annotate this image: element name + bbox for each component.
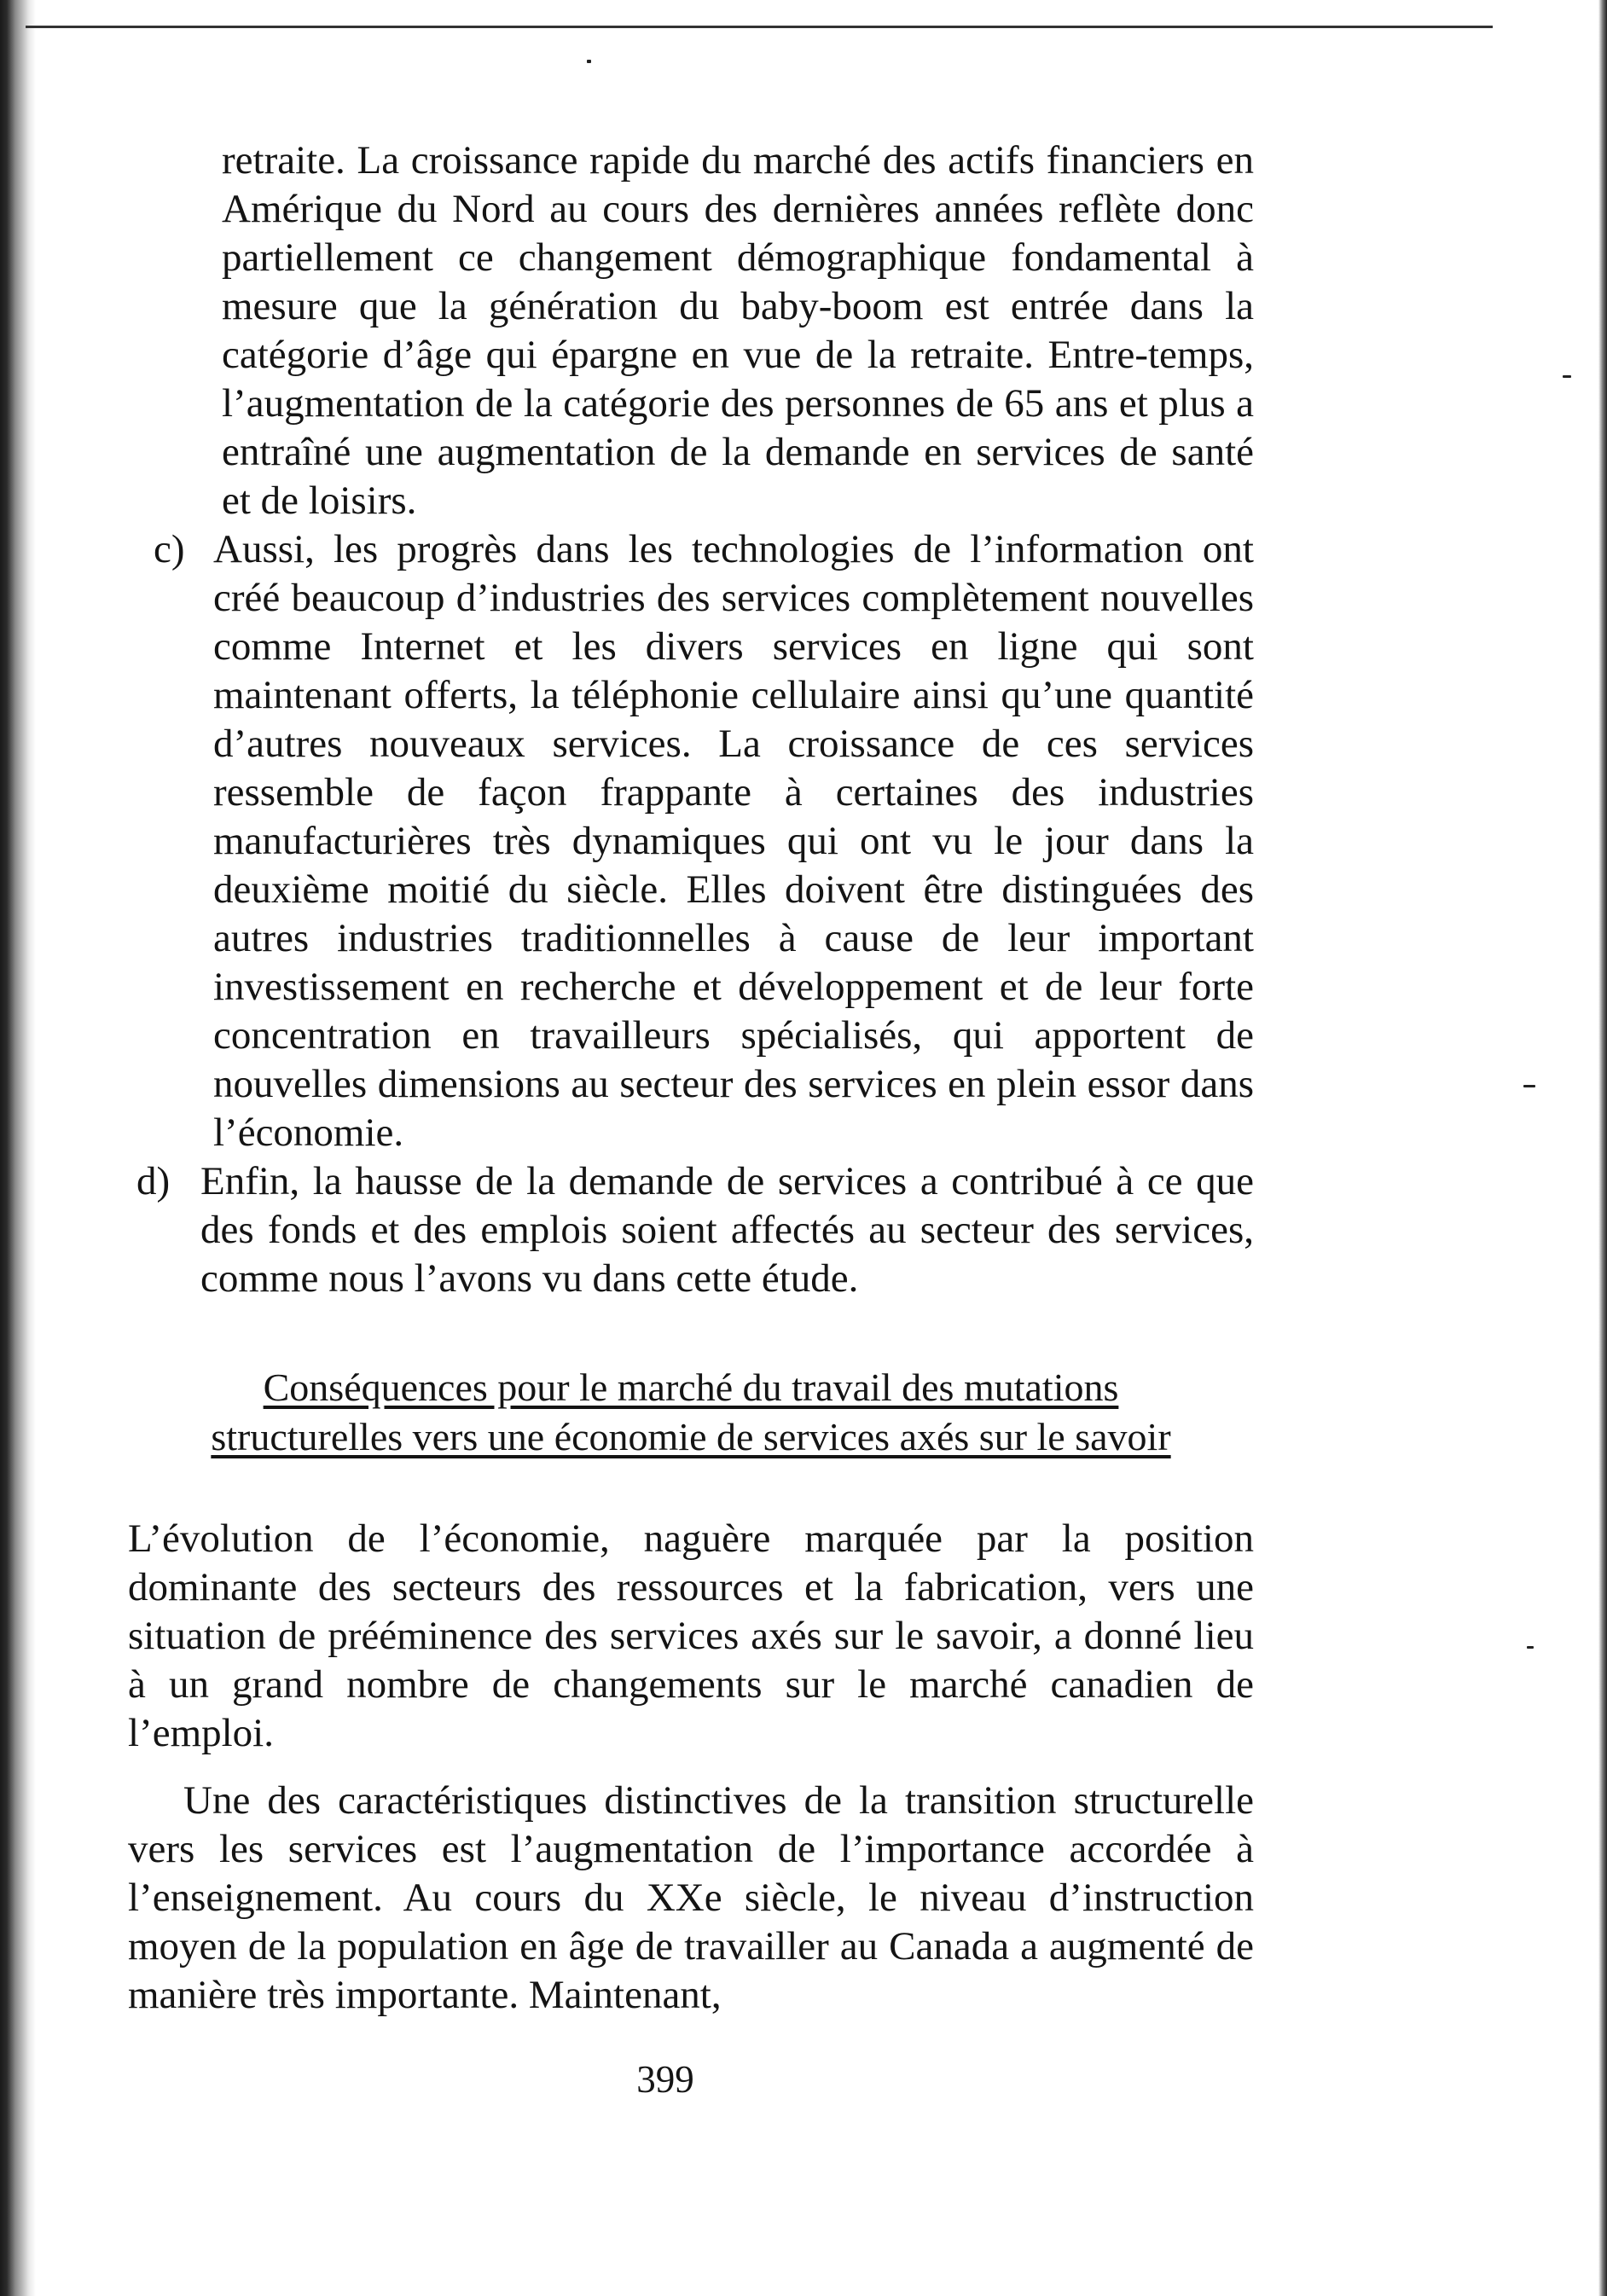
list-marker: c) [154,527,185,571]
section-heading-line-2: structurelles vers une économie de services axés sur le savoir [211,1415,1171,1458]
scan-speck [1563,375,1571,378]
scan-right-edge [1598,0,1607,2296]
list-item-text: Aussi, les progrès dans les technologies de l’information ont créé beaucoup d’industries des services complètement nouvelles comme Internet et les divers services en ligne qui sont maintenant offerts, la téléphonie cellulaire ainsi qu’une quantité d’autres nouveaux services. La croissance de ces services ressemble de façon frappante à certaines des industries manufacturières très dynamiques qui ont vu le jour dans la deuxième moitié du siècle. Elles doivent être distinguées des autres industries traditionnelles à cause de leur important investissement en recherche et développement et de leur forte concentration en travailleurs spécialisés, qui apportent de nouvelles dimensions au secteur des services en plein essor dans l’économie. [213,527,1254,1155]
page-number: 399 [636,2058,694,2101]
scan-speck [587,60,591,63]
continued-paragraph-block [128,136,1254,525]
list-item-d [128,1157,1254,1303]
list-marker: d) [136,1159,171,1203]
continued-paragraph: retraite. La croissance rapide du marché des actifs financiers en Amérique du Nord au cours des dernières années reflète donc partiellement ce changement démographique fondamental à mesure que la génération du baby-boom est entrée dans la catégorie d’âge qui épargne en vue de la retraite. Entre-temps, l’augmentation de la catégorie des personnes de 65 ans et plus a entraîné une augmentation de la demande en services de santé et de loisirs. [222,138,1254,523]
section-heading [128,1363,1254,1462]
text-column [128,136,1254,2020]
body-paragraph: Une des caractéristiques distinctives de la transition structurelle vers les services est l’augmentation de l’importance accordée à l’enseignement. Au cours du XXe siècle, le niveau d’instruction moyen de la population en âge de travailler au Canada a augmenté de manière très importante. Maintenant, [128,1778,1254,2017]
list-item-c [128,525,1254,1157]
body-paragraph: L’évolution de l’économie, naguère marquée par la position dominante des secteurs des ressources et la fabrication, vers une situation de prééminence des services axés sur le savoir, a donné lieu à un grand nombre de changements sur le marché canadien de l’emploi. [128,1516,1254,1755]
scan-top-edge [26,26,1493,28]
scan-left-edge [0,0,36,2296]
scan-speck [1523,1085,1535,1087]
list-item-text: Enfin, la hausse de la demande de services a contribué à ce que des fonds et des emplois soient affectés au secteur des services, comme nous l’avons vu dans cette étude. [200,1159,1254,1301]
section-heading-line-1: Conséquences pour le marché du travail des mutations [263,1365,1119,1409]
scan-speck [1527,1646,1534,1649]
